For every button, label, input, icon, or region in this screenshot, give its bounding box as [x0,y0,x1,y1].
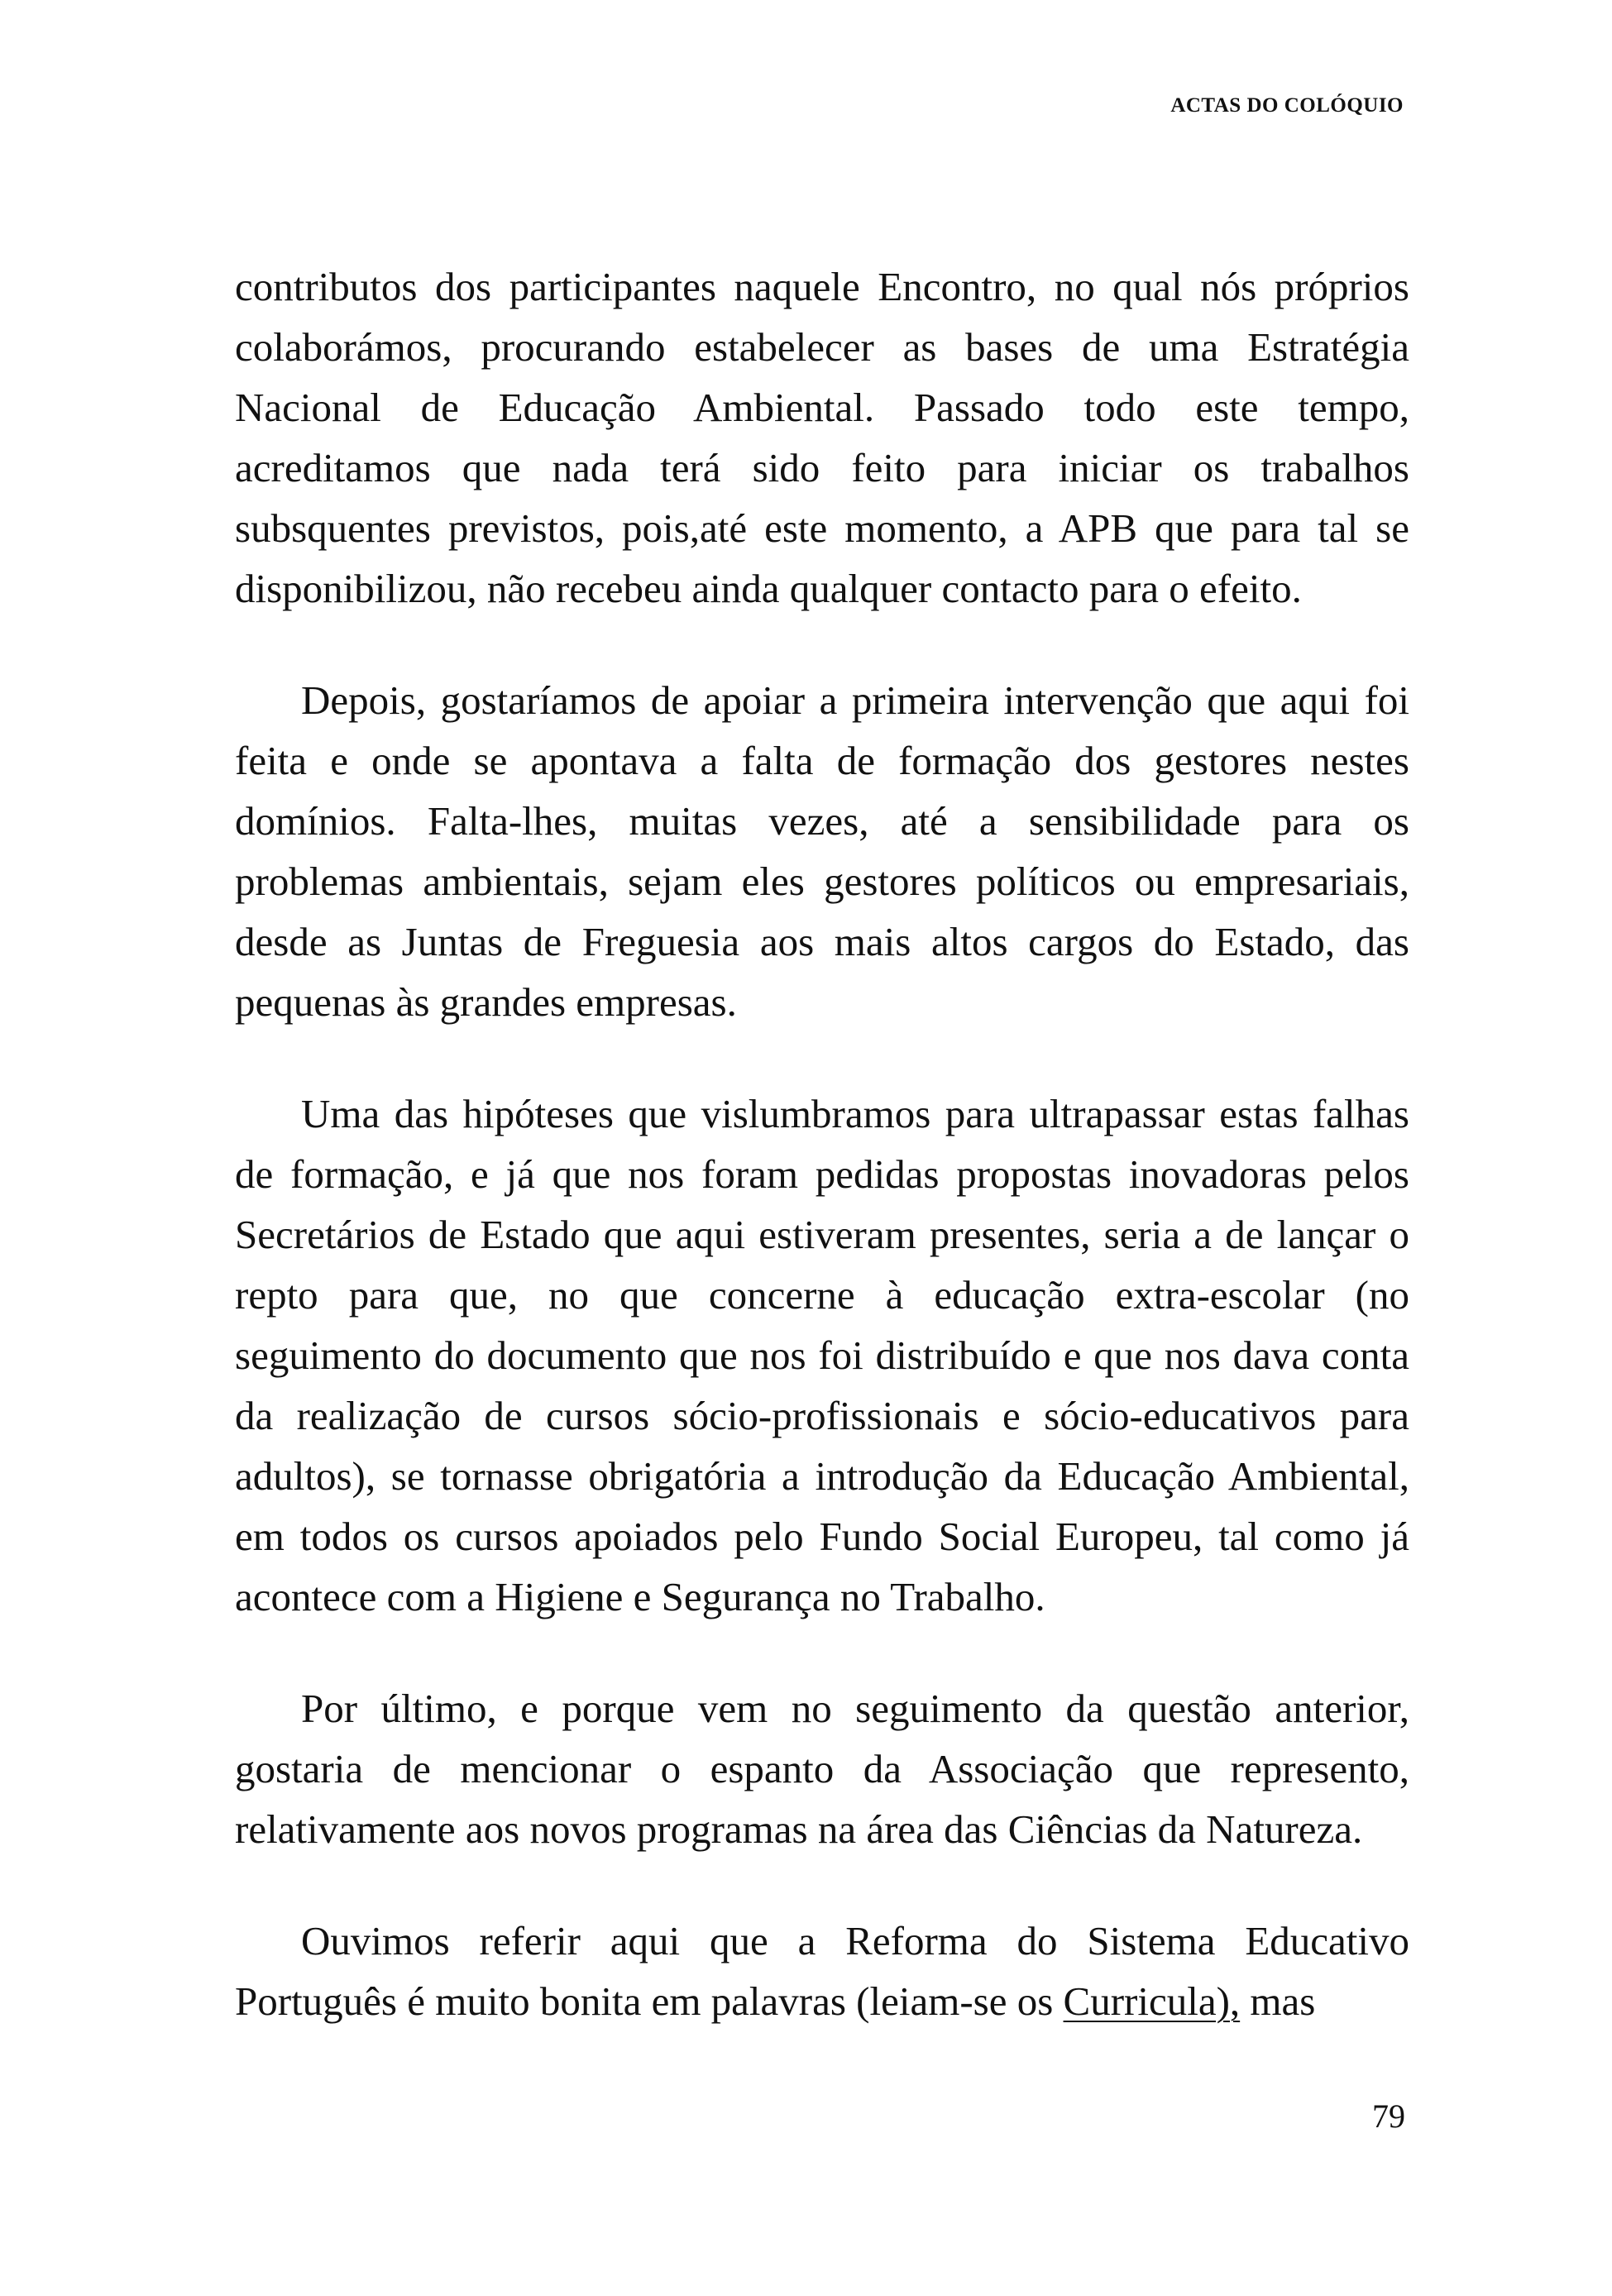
paragraph-4: Por último, e porque vem no seguimento da questão anterior, gostaria de mencionar o espanto da Associação que represento, relativamente aos novos programas na área das Ciências da Natureza. [235,1686,1409,1852]
paragraph-5-text-before: Ouvimos referir aqui que a Reforma do Sistema Educativo Português é muito bonita em palavras (leiam-se os [235,1918,1409,2024]
paragraph-5-text-after: mas [1240,1978,1316,2024]
paragraph-3: Uma das hipóteses que vislumbramos para ultrapassar estas falhas de formação, e já que nos foram pedidas propostas inovadoras pelos Secretários de Estado que aqui estiveram presentes, seria a de lançar o repto para que, no que concerne à educação extra-escolar (no seguimento do documento que nos foi distribuído e que nos dava conta da realização de cursos sócio-profissionais e sócio-educativos para adultos), se tornasse obrigatória a introdução da Educação Ambiental, em todos os cursos apoiados pelo Fundo Social Europeu, tal como já acontece com a Higiene e Segurança no Trabalho. [235,1091,1409,1619]
curricula-underlined-term: Curricula), [1063,1978,1241,2024]
running-header: ACTAS DO COLÓQUIO [1170,94,1404,117]
paragraph-1: contributos dos participantes naquele Encontro, no qual nós próprios colaborámos, procurando estabelecer as bases de uma Estratégia Nacional de Educação Ambiental. Passado todo este tempo, acreditamos que nada terá sido feito para iniciar os trabalhos subsquentes previstos, pois,até este momento, a APB que para tal se disponibilizou, não recebeu ainda qualquer contacto para o efeito. [235,264,1409,611]
text-body [235,256,1409,2031]
page-number: 79 [1372,2097,1405,2135]
paragraph-2: Depois, gostaríamos de apoiar a primeira intervenção que aqui foi feita e onde se apontava a falta de formação dos gestores nestes domínios. Falta-lhes, muitas vezes, até a sensibilidade para os problemas ambientais, sejam eles gestores políticos ou empresariais, desde as Juntas de Freguesia aos mais altos cargos do Estado, das pequenas às grandes empresas. [235,677,1409,1025]
paragraph-5 [235,1911,1409,2031]
